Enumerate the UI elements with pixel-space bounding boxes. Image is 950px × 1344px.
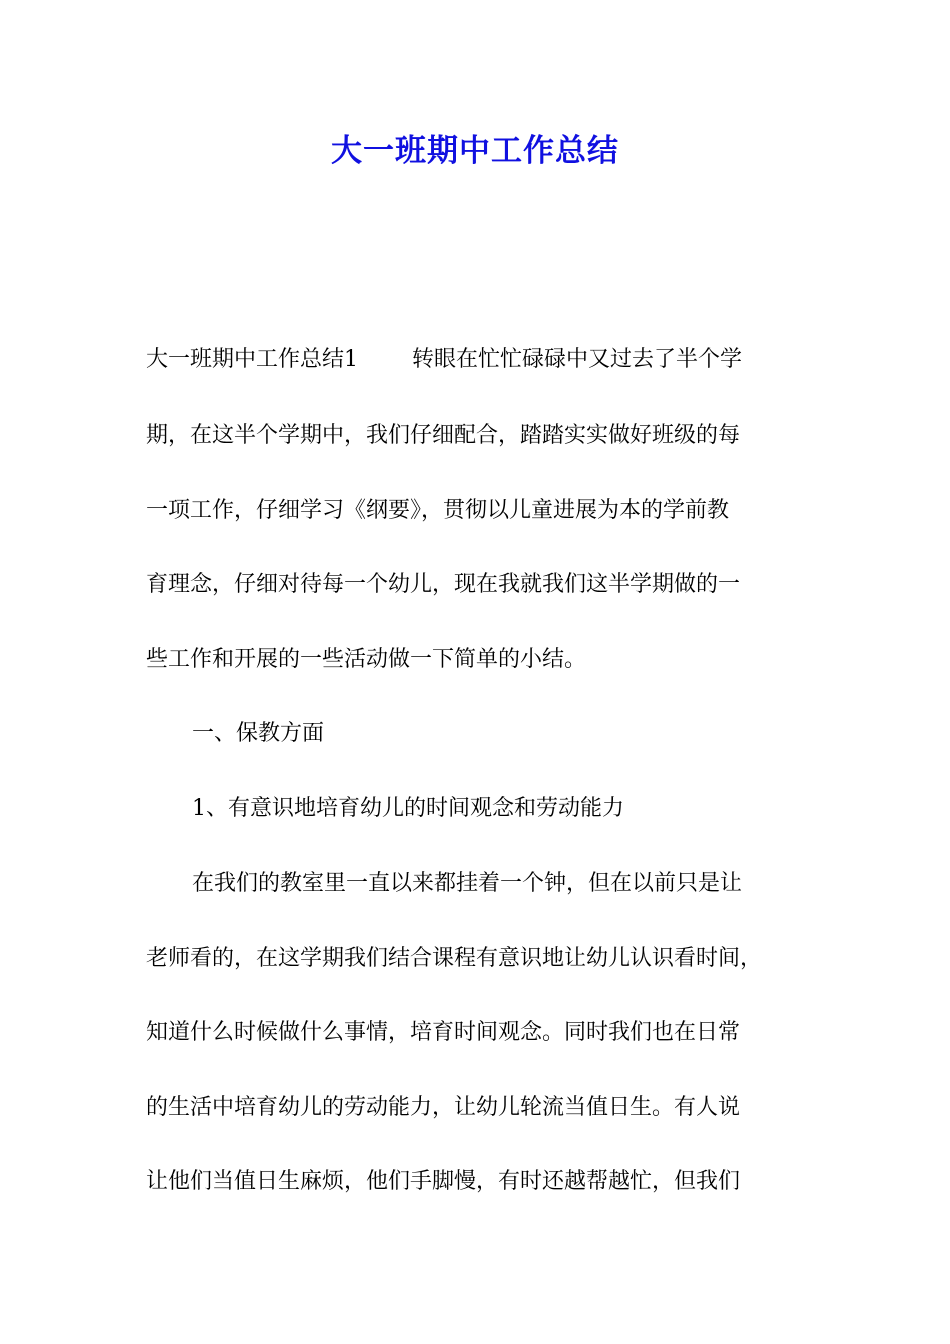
body-line-3: 一项工作，仔细学习《纲要》，贯彻以儿童进展为本的学前教 (146, 498, 730, 523)
body-line-9: 老师看的，在这学期我们结合课程有意识地让幼儿认识看时间， (146, 946, 763, 971)
body-line-8: 在我们的教室里一直以来都挂着一个钟，但在以前只是让 (192, 871, 743, 896)
body-line-10: 知道什么时候做什么事情，培育时间观念。同时我们也在日常 (146, 1020, 741, 1045)
body-line-2: 期，在这半个学期中，我们仔细配合，踏踏实实做好班级的每 (146, 423, 741, 448)
document-title: 大一班期中工作总结 (331, 133, 619, 169)
section-heading-care-education: 一、保教方面 (192, 721, 325, 746)
body-line-12: 让他们当值日生麻烦，他们手脚慢，有时还越帮越忙，但我们 (146, 1169, 741, 1194)
section-heading: 大一班期中工作总结1 (146, 347, 358, 372)
body-line-1 (146, 342, 806, 378)
body-line-11: 的生活中培育幼儿的劳动能力，让幼儿轮流当值日生。有人说 (146, 1095, 741, 1120)
subsection-heading-1: 1、有意识地培育幼儿的时间观念和劳动能力 (192, 796, 624, 821)
body-line-4: 育理念，仔细对待每一个幼儿，现在我就我们这半学期做的一 (146, 572, 741, 597)
body-line-5: 些工作和开展的一些活动做一下简单的小结。 (146, 647, 587, 672)
body-text: 转眼在忙忙碌碌中又过去了半个学 (412, 347, 743, 372)
